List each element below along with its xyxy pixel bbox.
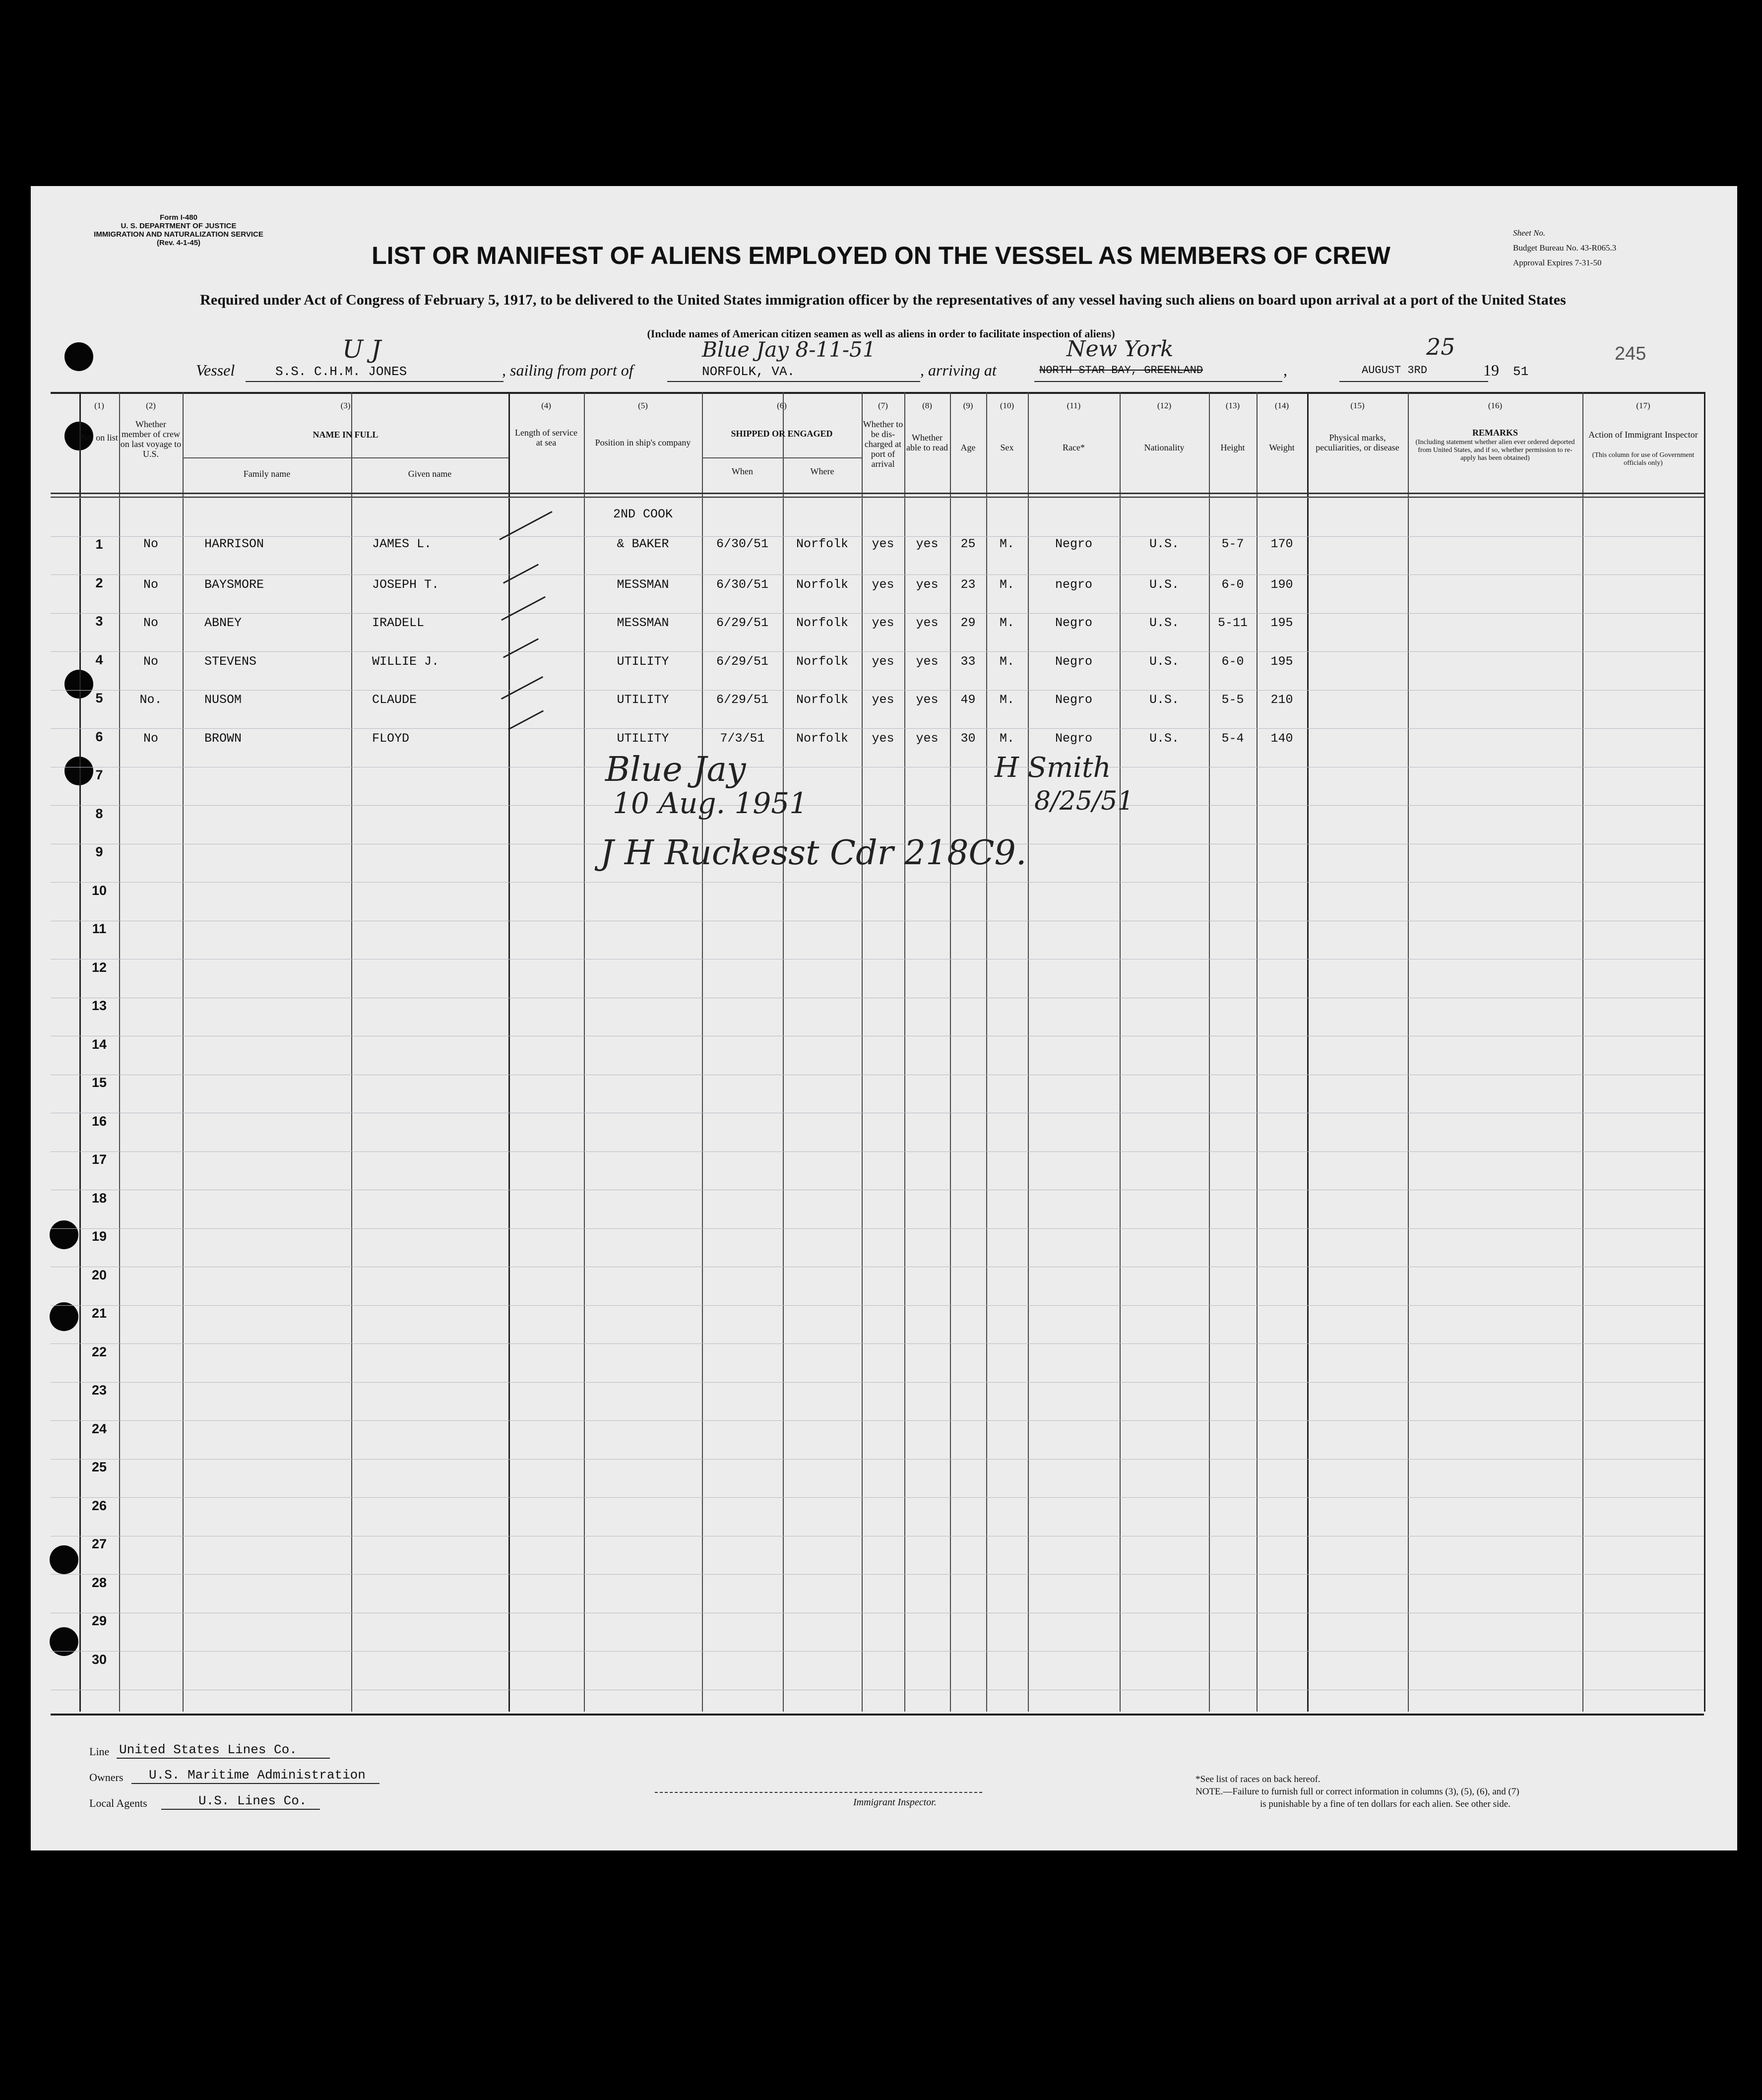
date-handwritten: 25	[1426, 333, 1455, 360]
crew-given: JOSEPH T.	[372, 577, 440, 592]
penalty-note: NOTE.—Failure to furnish full or correct information in columns (3), (5), (6), and (7)	[1196, 1786, 1519, 1797]
vessel-handwritten: U J	[342, 335, 381, 364]
crew-when: 7/3/51	[720, 731, 765, 746]
header-remarks-sub: (Including statement whether alien ever ordered deported from United States, and if so, whether permission to re-apply has been obtained)	[1415, 439, 1575, 462]
crew-member: No	[143, 731, 158, 746]
crew-discharged: yes	[872, 537, 894, 551]
header-discharged: Whether to be dis-charged at port of arrival	[863, 419, 903, 469]
header-no-on-list: No. on list	[80, 433, 118, 443]
row-number: 8	[95, 806, 103, 821]
sheet-number: Sheet No.	[1513, 228, 1546, 238]
crew-sex: M.	[999, 577, 1014, 592]
row-number: 30	[91, 1652, 107, 1667]
row-number: 23	[91, 1383, 107, 1398]
inspector-signature: H Smith	[995, 752, 1111, 784]
row-number: 20	[91, 1267, 107, 1282]
handwritten-vessel: Blue Jay	[605, 750, 746, 789]
crew-height: 5-7	[1221, 537, 1244, 551]
row-number: 28	[91, 1575, 107, 1590]
crew-where: Norfolk	[796, 616, 849, 630]
races-note: *See list of races on back hereof.	[1196, 1774, 1321, 1784]
crew-sex: M.	[999, 537, 1014, 551]
sailing-label: , sailing from port of	[502, 361, 633, 379]
crew-read: yes	[916, 731, 939, 746]
arriving-handwritten: New York	[1067, 336, 1174, 362]
crew-weight: 195	[1270, 616, 1293, 630]
row-number: 15	[91, 1075, 107, 1090]
col-num: (6)	[777, 401, 787, 410]
header-whether-member: Whether member of crew on last voyage to U.S.	[120, 419, 182, 459]
header-action-sub: (This column for use of Government officials only)	[1592, 451, 1695, 467]
crew-read: yes	[916, 693, 939, 707]
row-rule	[51, 1382, 1704, 1383]
crew-height: 6-0	[1221, 654, 1244, 669]
row-rule	[51, 1497, 1704, 1498]
header-physical: Physical marks, peculiarities, or disease	[1316, 433, 1399, 452]
crew-member: No.	[139, 693, 162, 707]
crew-sex: M.	[999, 616, 1014, 630]
crew-weight: 140	[1270, 731, 1293, 746]
arriving-port: NORTH STAR BAY, GREENLAND	[1039, 364, 1203, 377]
row-number: 10	[91, 883, 107, 898]
owners-value: U.S. Maritime Administration	[149, 1768, 366, 1782]
header-age: Age	[960, 443, 976, 452]
row-number: 1	[95, 537, 103, 552]
col-num: (5)	[638, 401, 648, 410]
row-number: 9	[95, 844, 103, 859]
crew-position: UTILITY	[617, 731, 669, 746]
row-number: 24	[91, 1421, 107, 1436]
header-where: Where	[810, 466, 834, 476]
crew-family: ABNEY	[204, 616, 242, 630]
year-prefix: 19	[1483, 361, 1499, 379]
row-number: 13	[91, 998, 107, 1013]
crew-discharged: yes	[872, 731, 894, 746]
crew-member: No	[143, 654, 158, 669]
crew-family: HARRISON	[204, 537, 264, 551]
row-rule	[51, 1343, 1704, 1344]
crew-race: negro	[1055, 577, 1092, 592]
approval-expires: Approval Expires 7-31-50	[1513, 258, 1602, 267]
crew-where: Norfolk	[796, 577, 849, 592]
row-number: 22	[91, 1344, 107, 1359]
crew-height: 6-0	[1221, 577, 1244, 592]
crew-read: yes	[916, 654, 939, 669]
row-rule	[51, 613, 1704, 614]
row-number: 19	[91, 1229, 107, 1244]
handwritten-officer: J H Ruckesst Cdr 218C9.	[600, 833, 1027, 873]
row-number: 25	[91, 1460, 107, 1474]
crew-position: & BAKER	[617, 537, 669, 551]
crew-member: No	[143, 616, 158, 630]
crew-position: UTILITY	[617, 654, 669, 669]
row-number: 4	[95, 652, 103, 667]
agents-value: U.S. Lines Co.	[198, 1793, 307, 1808]
crew-weight: 210	[1270, 693, 1293, 707]
col-num: (1)	[94, 401, 104, 410]
crew-race: Negro	[1055, 693, 1092, 707]
col-num: (11)	[1067, 401, 1081, 410]
crew-where: Norfolk	[796, 537, 849, 551]
crew-position: MESSMAN	[617, 577, 669, 592]
col-num: (14)	[1274, 401, 1289, 410]
row-number: 26	[91, 1498, 107, 1513]
header-when: When	[732, 466, 753, 476]
immigrant-inspector-label: Immigrant Inspector.	[853, 1797, 937, 1808]
crew-nationality: U.S.	[1149, 693, 1179, 707]
crew-nationality: U.S.	[1149, 731, 1179, 746]
crew-race: Negro	[1055, 616, 1092, 630]
col-num: (7)	[878, 401, 888, 410]
crew-when: 6/29/51	[716, 693, 769, 707]
row-number: 29	[91, 1613, 107, 1628]
row-rule	[51, 1651, 1704, 1652]
form-revision: (Rev. 4-1-45)	[156, 239, 201, 247]
crew-given: FLOYD	[372, 731, 410, 746]
crew-when: 6/30/51	[716, 577, 769, 592]
row-number: 3	[95, 614, 103, 629]
row-rule	[51, 1305, 1704, 1306]
line-label: Line	[89, 1745, 110, 1758]
row-number: 16	[91, 1113, 107, 1129]
crew-given: JAMES L.	[372, 537, 432, 551]
crew-discharged: yes	[872, 693, 894, 707]
crew-weight: 195	[1270, 654, 1293, 669]
binder-hole	[64, 342, 93, 371]
row-rule	[51, 690, 1704, 691]
line-value: United States Lines Co.	[119, 1742, 297, 1757]
header-name-in-full: NAME IN FULL	[313, 430, 378, 440]
crew-when: 6/29/51	[716, 616, 769, 630]
crew-discharged: yes	[872, 616, 894, 630]
header-nationality: Nationality	[1144, 443, 1185, 452]
form-service: IMMIGRATION AND NATURALIZATION SERVICE	[94, 230, 263, 239]
agents-label: Local Agents	[89, 1797, 147, 1809]
crew-nationality: U.S.	[1149, 577, 1179, 592]
crew-sex: M.	[999, 654, 1014, 669]
col-num: (16)	[1488, 401, 1503, 410]
row-number: 6	[95, 729, 103, 744]
row-number: 12	[91, 959, 107, 975]
row-rule	[51, 1459, 1704, 1460]
crew-family: STEVENS	[204, 654, 257, 669]
sailing-port: NORFOLK, VA.	[702, 364, 795, 379]
header-remarks: REMARKS	[1472, 428, 1518, 438]
crew-member: No	[143, 577, 158, 592]
col-num: (8)	[922, 401, 932, 410]
crew-age: 29	[960, 616, 976, 630]
crew-height: 5-11	[1217, 616, 1248, 630]
crew-family: BAYSMORE	[204, 577, 264, 592]
crew-age: 25	[960, 537, 976, 551]
row-rule	[51, 1574, 1704, 1575]
requirement-text: Required under Act of Congress of February 5, 1917, to be delivered to the United States immigration officer by the representatives of any vessel having such aliens on board upon arrival at a port of the United States	[200, 292, 1566, 308]
row-rule	[51, 1420, 1704, 1421]
col-num: (2)	[146, 401, 156, 410]
form-department: U. S. DEPARTMENT OF JUSTICE	[121, 222, 237, 230]
include-note: (Include names of American citizen seamen as well as aliens in order to facilitate inspection of aliens)	[647, 327, 1115, 340]
crew-member: No	[143, 537, 158, 551]
row-rule	[51, 882, 1704, 883]
header-length-service: Length of service at sea	[515, 428, 577, 447]
owners-label: Owners	[89, 1771, 124, 1783]
cell-position-top: 2ND COOK	[613, 507, 673, 521]
year-value: 51	[1513, 364, 1529, 379]
crew-weight: 190	[1270, 577, 1293, 592]
handwritten-date: 10 Aug. 1951	[613, 786, 808, 820]
crew-age: 23	[960, 577, 976, 592]
row-number: 27	[91, 1536, 107, 1551]
crew-when: 6/29/51	[716, 654, 769, 669]
crew-read: yes	[916, 616, 939, 630]
row-number: 11	[92, 921, 107, 936]
crew-position: UTILITY	[617, 693, 669, 707]
col-num: (15)	[1350, 401, 1365, 410]
row-number: 7	[95, 767, 103, 782]
crew-height: 5-4	[1221, 731, 1244, 746]
crew-height: 5-5	[1221, 693, 1244, 707]
row-rule	[51, 728, 1704, 729]
crew-age: 33	[960, 654, 976, 669]
budget-bureau: Budget Bureau No. 43-R065.3	[1513, 243, 1617, 253]
header-shipped: SHIPPED OR ENGAGED	[731, 429, 833, 439]
header-race: Race*	[1063, 443, 1085, 452]
crew-age: 49	[960, 693, 976, 707]
col-num: (17)	[1636, 401, 1650, 410]
crew-sex: M.	[999, 731, 1014, 746]
header-position: Position in ship's company	[595, 438, 691, 447]
penalty-note-cont: is punishable by a fine of ten dollars for each alien. See other side.	[1260, 1799, 1510, 1809]
sailing-handwritten: Blue Jay 8-11-51	[702, 337, 876, 362]
row-rule	[51, 651, 1704, 652]
row-number: 18	[91, 1190, 107, 1206]
col-num: (4)	[541, 401, 551, 410]
crew-race: Negro	[1055, 731, 1092, 746]
crew-given: IRADELL	[372, 616, 425, 630]
col-num: (12)	[1157, 401, 1172, 410]
crew-nationality: U.S.	[1149, 654, 1179, 669]
crew-nationality: U.S.	[1149, 616, 1179, 630]
stamp-number: 245	[1615, 343, 1646, 364]
crew-family: BROWN	[204, 731, 242, 746]
col-num: (13)	[1225, 401, 1240, 410]
col-num: (9)	[963, 401, 973, 410]
header-height: Height	[1220, 443, 1245, 452]
arriving-label: , arriving at	[920, 361, 997, 379]
crew-where: Norfolk	[796, 731, 849, 746]
sheet-info	[1513, 226, 1721, 270]
crew-race: Negro	[1055, 654, 1092, 669]
row-rule	[51, 1151, 1704, 1152]
crew-when: 6/30/51	[716, 537, 769, 551]
header-action: Action of Immigrant Inspector	[1588, 430, 1698, 440]
header-given-name: Given name	[408, 469, 452, 479]
crew-discharged: yes	[872, 577, 894, 592]
row-rule	[51, 805, 1704, 806]
crew-age: 30	[960, 731, 976, 746]
row-number: 17	[91, 1152, 107, 1167]
row-number: 2	[95, 575, 103, 590]
header-weight: Weight	[1269, 443, 1295, 452]
crew-position: MESSMAN	[617, 616, 669, 630]
header-sex: Sex	[1000, 443, 1014, 452]
form-number: Form I-480	[160, 213, 197, 222]
crew-read: yes	[916, 537, 939, 551]
col-num: (10)	[1000, 401, 1014, 410]
crew-family: NUSOM	[204, 693, 242, 707]
row-number: 14	[91, 1036, 107, 1052]
row-number: 21	[91, 1306, 107, 1321]
crew-given: WILLIE J.	[372, 654, 440, 669]
crew-given: CLAUDE	[372, 693, 417, 707]
crew-race: Negro	[1055, 537, 1092, 551]
page-title: LIST OR MANIFEST OF ALIENS EMPLOYED ON THE VESSEL AS MEMBERS OF CREW	[372, 242, 1390, 269]
crew-discharged: yes	[872, 654, 894, 669]
crew-weight: 170	[1270, 537, 1293, 551]
header-able-to-read: Whether able to read	[906, 433, 948, 452]
row-rule	[51, 1228, 1704, 1229]
arrival-date: AUGUST 3RD	[1362, 364, 1428, 377]
row-rule	[51, 574, 1704, 575]
vessel-label: Vessel	[196, 361, 235, 379]
crew-read: yes	[916, 577, 939, 592]
inspector-date: 8/25/51	[1034, 786, 1134, 816]
vessel-value: S.S. C.H.M. JONES	[275, 364, 407, 379]
header-family-name: Family name	[243, 469, 291, 479]
crew-sex: M.	[999, 693, 1014, 707]
crew-nationality: U.S.	[1149, 537, 1179, 551]
crew-where: Norfolk	[796, 693, 849, 707]
crew-where: Norfolk	[796, 654, 849, 669]
row-number: 5	[95, 691, 103, 705]
col-num: (3)	[340, 401, 351, 410]
